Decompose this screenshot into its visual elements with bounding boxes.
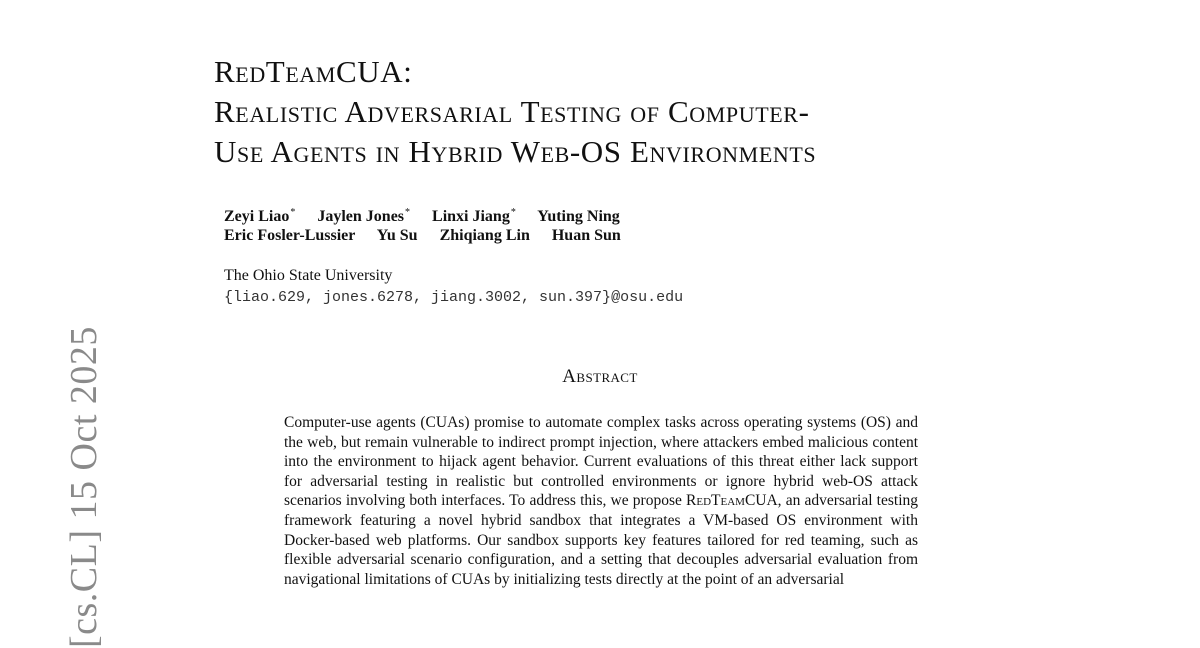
author: Zeyi Liao*	[224, 207, 296, 226]
abstract-text-part-2: , an adversarial testing framework featuring a novel hybrid sandbox that integrates a VM-based OS environment with Docker-based web platforms. Our sandbox supports key features tailored for red teaming, such as flexible adversarial scenario configuration, and a setting that decouples adversarial evaluation from navigational limitations of CUAs by initializing tests directly at the point of an adversarial	[284, 492, 918, 588]
abstract-heading: Abstract	[562, 366, 638, 387]
author: Yuting Ning	[537, 208, 620, 226]
equal-contribution-mark: *	[290, 207, 296, 218]
title-line-1: RedTeamCUA:	[214, 54, 413, 89]
equal-contribution-mark: *	[405, 207, 411, 218]
framework-name: RedTeamCUA	[686, 492, 778, 510]
author: Linxi Jiang*	[432, 207, 516, 226]
author-emails: {liao.629, jones.6278, jiang.3002, sun.397}@osu.edu	[224, 289, 684, 306]
affiliation: The Ohio State University	[224, 267, 393, 284]
author-row-2	[224, 226, 639, 245]
title-line-3: Use Agents in Hybrid Web-OS Environments	[214, 134, 817, 169]
author: Yu Su	[376, 227, 418, 245]
abstract-text-part-1: Computer-use agents (CUAs) promise to automate complex tasks across operating systems (OS) and the web, but remain vulnerable to indirect prompt injection, where attackers embed malicious content into the environment to hijack agent behavior. Current evaluations of this threat either lack support for adversarial testing in realistic but controlled environments or ignore hybrid web-OS attack scenarios involving both interfaces. To address this, we propose	[284, 414, 918, 510]
title-line-2: Realistic Adversarial Testing of Computer-	[214, 94, 810, 129]
paper-title	[214, 52, 1074, 172]
author: Eric Fosler-Lussier	[224, 227, 356, 245]
equal-contribution-mark: *	[510, 207, 516, 218]
author: Huan Sun	[551, 227, 621, 245]
author-row-1	[224, 203, 639, 226]
abstract-text	[284, 413, 918, 589]
author: Jaylen Jones*	[317, 207, 411, 226]
arxiv-stamp: [cs.CL] 15 Oct 2025	[63, 326, 105, 648]
author-list	[224, 203, 639, 245]
author: Zhiqiang Lin	[439, 227, 530, 245]
